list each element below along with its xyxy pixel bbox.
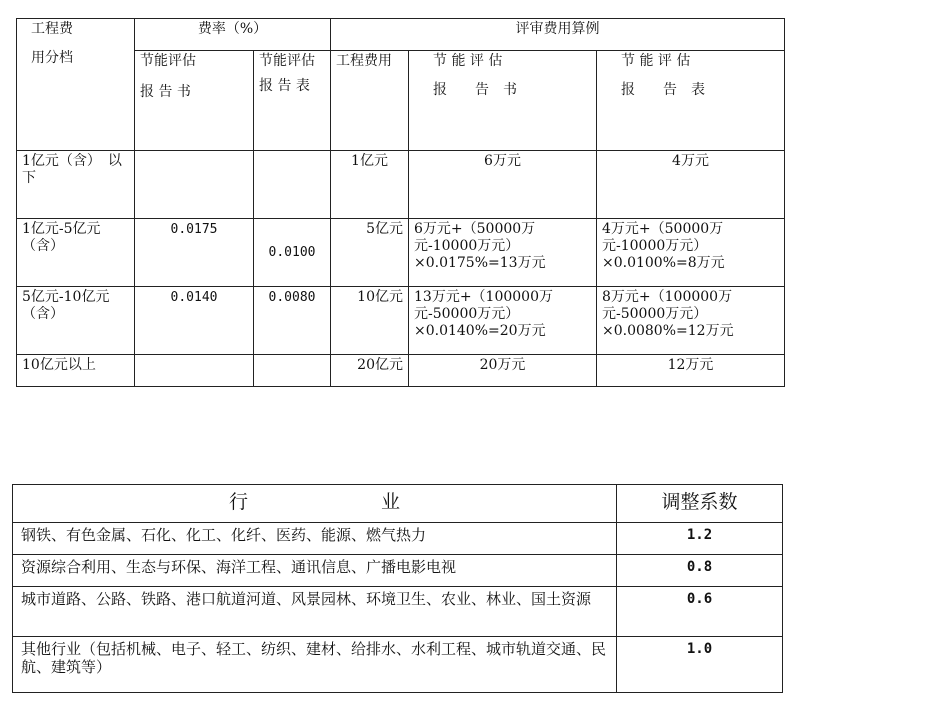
industry-cell: 资源综合利用、生态与环保、海洋工程、通讯信息、广播电影电视 — [13, 555, 617, 587]
header-rate: 费率（%） — [135, 19, 331, 51]
fee-table-row — [17, 355, 785, 387]
range-cell: 5亿元-10亿元（含） — [17, 287, 135, 355]
cost-cell: 10亿元 — [331, 287, 409, 355]
subheader-report-form-rate-1: 节能评估 — [259, 53, 315, 69]
rate-book-cell: 0.0175 — [135, 219, 254, 287]
coefficient-cell: 1.2 — [617, 523, 783, 555]
header-industry: 行 业 — [13, 485, 617, 523]
example-book-cell: 20万元 — [409, 355, 597, 387]
header-coefficient: 调整系数 — [617, 485, 783, 523]
example-form-cell: 4万元+（50000万元-10000万元）×0.0100%=8万元 — [597, 219, 785, 287]
coefficient-row — [13, 637, 783, 693]
subheader-report-book-rate-2: 报 告 书 — [140, 84, 191, 100]
rate-book-cell — [135, 151, 254, 219]
subheader-report-book-example — [409, 51, 597, 151]
example-form-cell: 8万元+（100000万元-50000万元）×0.0080%=12万元 — [597, 287, 785, 355]
fee-table-row — [17, 151, 785, 219]
header-range-line1: 工程费 — [31, 21, 73, 37]
range-cell: 1亿元-5亿元（含） — [17, 219, 135, 287]
example-form-cell: 4万元 — [597, 151, 785, 219]
example-book-cell: 13万元+（100000万元-50000万元）×0.0140%=20万元 — [409, 287, 597, 355]
coefficient-row — [13, 587, 783, 637]
coefficient-table — [12, 484, 783, 693]
subheader-report-book-example-2: 报 告 书 — [433, 82, 517, 98]
coefficient-header-row — [13, 485, 783, 523]
rate-book-cell — [135, 355, 254, 387]
industry-cell: 城市道路、公路、铁路、港口航道河道、风景园林、环境卫生、农业、林业、国土资源 — [13, 587, 617, 637]
subheader-report-form-rate-2: 报 告 表 — [259, 78, 310, 94]
subheader-report-form-example-2: 报 告 表 — [621, 82, 705, 98]
rate-form-cell — [254, 355, 331, 387]
range-cell: 10亿元以上 — [17, 355, 135, 387]
header-example: 评审费用算例 — [331, 19, 785, 51]
coefficient-row — [13, 555, 783, 587]
cost-cell: 1亿元 — [331, 151, 409, 219]
rate-form-cell — [254, 151, 331, 219]
header-range-cell — [17, 19, 135, 151]
subheader-report-form-example-1: 节 能 评 估 — [621, 53, 691, 69]
subheader-report-book-rate — [135, 51, 254, 151]
subheader-report-book-rate-1: 节能评估 — [140, 53, 196, 69]
subheader-report-book-example-1: 节 能 评 估 — [433, 53, 503, 69]
coefficient-cell: 1.0 — [617, 637, 783, 693]
range-cell: 1亿元（含） 以下 — [17, 151, 135, 219]
subheader-report-form-example — [597, 51, 785, 151]
subheader-cost: 工程费用 — [331, 51, 409, 151]
rate-form-value: 0.0100 — [268, 245, 316, 260]
rate-form-cell — [254, 219, 331, 287]
coefficient-row — [13, 523, 783, 555]
rate-book-cell: 0.0140 — [135, 287, 254, 355]
coefficient-cell: 0.6 — [617, 587, 783, 637]
subheader-report-form-rate — [254, 51, 331, 151]
industry-cell: 其他行业（包括机械、电子、轻工、纺织、建材、给排水、水利工程、城市轨道交通、民航、建筑等） — [13, 637, 617, 693]
fee-table-row — [17, 219, 785, 287]
header-range-line2: 用分档 — [31, 50, 73, 66]
cost-cell: 5亿元 — [331, 219, 409, 287]
example-book-cell: 6万元+（50000万元-10000万元）×0.0175%=13万元 — [409, 219, 597, 287]
industry-cell: 钢铁、有色金属、石化、化工、化纤、医药、能源、燃气热力 — [13, 523, 617, 555]
rate-form-cell: 0.0080 — [254, 287, 331, 355]
example-form-cell: 12万元 — [597, 355, 785, 387]
fee-table — [16, 18, 785, 387]
fee-table-row — [17, 287, 785, 355]
coefficient-cell: 0.8 — [617, 555, 783, 587]
cost-cell: 20亿元 — [331, 355, 409, 387]
example-book-cell: 6万元 — [409, 151, 597, 219]
fee-table-header-row — [17, 19, 785, 51]
